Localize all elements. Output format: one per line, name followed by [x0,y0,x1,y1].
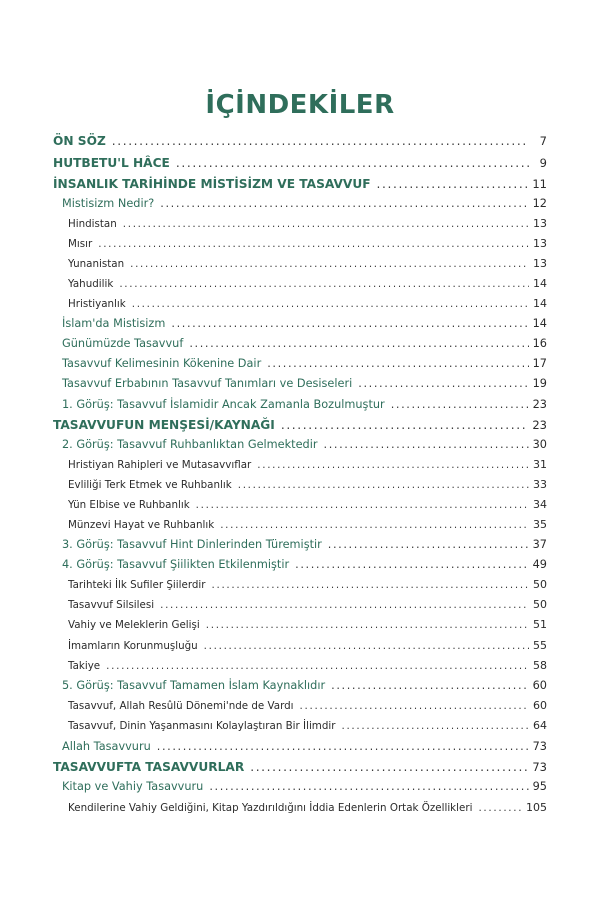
toc-entry-label: Mısır [68,238,93,250]
toc-entry-page-number: 14 [532,317,547,330]
dot-leader [176,156,529,170]
toc-entry-page-number: 30 [532,438,547,451]
toc-entry-page-number: 34 [533,498,547,511]
toc-entry-label: Kitap ve Vahiy Tasavvuru [62,780,204,793]
toc-entry[interactable] [53,177,547,191]
toc-entry[interactable] [68,458,547,471]
toc-entry-page-number: 17 [532,357,547,370]
toc-entry-label: Mistisizm Nedir? [62,197,155,210]
dot-leader [189,337,528,350]
dot-leader [281,418,529,432]
dot-leader [324,438,529,451]
toc-entry-page-number: 11 [532,177,547,191]
toc-entry-label: Tasavvuf Kelimesinin Kökenine Dair [62,357,262,370]
toc-entry-label: Yün Elbise ve Ruhbanlık [68,499,190,511]
toc-entry-page-number: 19 [532,377,547,390]
dot-leader [220,519,529,531]
toc-entry-label: Günümüzde Tasavvuf [62,337,184,350]
toc-entry-label: Tasavvuf Erbabının Tasavvuf Tanımları ve Desiseleri [62,377,353,390]
toc-entry-page-number: 14 [533,277,547,290]
dot-leader [160,599,529,611]
toc-title: İÇİNDEKİLER [205,90,395,120]
toc-entry[interactable] [62,337,547,350]
toc-entry[interactable] [68,699,547,712]
dot-leader [257,459,529,471]
toc-entry-page-number: 60 [533,699,547,712]
dot-leader [209,780,528,793]
toc-entry[interactable] [62,558,547,571]
toc-entry[interactable] [68,297,547,310]
dot-leader [377,177,529,191]
toc-entry[interactable] [53,134,547,148]
dot-leader [171,317,528,330]
toc-entry-page-number: 105 [526,801,547,814]
toc-entry[interactable] [68,659,547,672]
toc-entry[interactable] [68,277,547,290]
toc-entry-page-number: 33 [533,478,547,491]
dot-leader [328,538,529,551]
toc-entry-page-number: 13 [533,257,547,270]
toc-entry-label: ÖN SÖZ [53,134,106,148]
toc-entry-label: TASAVVUFUN MENŞESİ/KAYNAĞI [53,418,275,432]
toc-entry-page-number: 58 [533,659,547,672]
toc-entry-label: Evliliği Terk Etmek ve Ruhbanlık [68,479,232,491]
toc-entry[interactable] [62,398,547,411]
toc-entry[interactable] [68,498,547,511]
toc-entry[interactable] [62,197,547,210]
toc-entry-label: TASAVVUFTA TASAVVURLAR [53,760,245,774]
toc-entry-page-number: 64 [533,719,547,732]
dot-leader [160,197,528,210]
dot-leader [341,720,529,732]
toc-entry-label: 5. Görüş: Tasavvuf Tamamen İslam Kaynaklıdır [62,679,326,692]
dot-leader [295,558,529,571]
dot-leader [391,398,529,411]
toc-entry-label: 3. Görüş: Tasavvuf Hint Dinlerinden Türemiştir [62,538,322,551]
dot-leader [98,238,529,250]
dot-leader [132,298,529,310]
dot-leader [206,619,529,631]
dot-leader [300,700,529,712]
toc-entry[interactable] [62,538,547,551]
dot-leader [331,679,529,692]
toc-entry-label: Tasavvuf, Dinin Yaşanmasını Kolaylaştıran Bir İlimdir [68,720,336,732]
toc-entry-page-number: 37 [532,538,547,551]
dot-leader [157,740,529,753]
toc-entry-page-number: 9 [539,156,547,170]
toc-entry-page-number: 23 [532,398,547,411]
dot-leader [267,357,528,370]
toc-entry[interactable] [68,801,547,814]
toc-entry[interactable] [62,438,547,451]
toc-entry-label: Takiye [68,660,101,672]
toc-entry-page-number: 14 [533,297,547,310]
toc-entry[interactable] [68,257,547,270]
toc-entry[interactable] [68,639,547,652]
toc-entry[interactable] [62,780,547,793]
toc-entry[interactable] [68,598,547,611]
toc-entry[interactable] [68,618,547,631]
dot-leader [478,802,522,814]
toc-entry-label: 2. Görüş: Tasavvuf Ruhbanlıktan Gelmektedir [62,438,318,451]
toc-entry-label: Kendilerine Vahiy Geldiğini, Kitap Yazdırıldığını İddia Edenlerin Ortak Özellikleri [68,802,473,814]
toc-entry-page-number: 13 [533,237,547,250]
toc-entry-page-number: 95 [532,780,547,793]
toc-entry-page-number: 73 [532,760,547,774]
toc-entry[interactable] [68,217,547,230]
toc-entry[interactable] [53,760,547,774]
toc-entry[interactable] [68,578,547,591]
dot-leader [130,258,529,270]
toc-entry[interactable] [53,156,547,170]
toc-entry-label: İslam'da Mistisizm [62,317,166,330]
toc-entry-page-number: 35 [533,518,547,531]
toc-entry-page-number: 49 [532,558,547,571]
toc-entry[interactable] [53,418,547,432]
toc-entry-page-number: 7 [539,134,547,148]
toc-entry[interactable] [62,317,547,330]
toc-entry-label: İNSANLIK TARİHİNDE MİSTİSİZM VE TASAVVUF [53,177,371,191]
toc-entry[interactable] [68,518,547,531]
toc-entry-page-number: 51 [533,618,547,631]
toc-entry-label: Münzevi Hayat ve Ruhbanlık [68,519,215,531]
toc-entry-page-number: 60 [532,679,547,692]
dot-leader [204,640,529,652]
toc-entry-page-number: 16 [532,337,547,350]
toc-entry[interactable] [62,740,547,753]
toc-entry-label: Tasavvuf, Allah Resûlü Dönemi'nde de Vardı [68,700,294,712]
toc-entry[interactable] [68,237,547,250]
toc-entry-label: HUTBETU'L HÂCE [53,156,170,170]
toc-entry-page-number: 55 [533,639,547,652]
toc-entry-label: Vahiy ve Meleklerin Gelişi [68,619,200,631]
toc-entry-label: Yunanistan [68,258,125,270]
toc-entry-page-number: 13 [533,217,547,230]
dot-leader [250,760,528,774]
dot-leader [358,377,528,390]
toc-entry[interactable] [62,357,547,370]
toc-entry-label: İmamların Korunmuşluğu [68,640,198,652]
toc-entry-page-number: 73 [532,740,547,753]
toc-entry-label: Hindistan [68,218,117,230]
toc-entry-page-number: 50 [533,598,547,611]
toc-entry[interactable] [68,719,547,732]
toc-entry[interactable] [62,377,547,390]
toc-entry-page-number: 12 [532,197,547,210]
toc-entry-label: Allah Tasavvuru [62,740,151,753]
toc-entry-label: 1. Görüş: Tasavvuf İslamidir Ancak Zamanla Bozulmuştur [62,398,385,411]
toc-entry[interactable] [62,679,547,692]
toc-entry[interactable] [68,478,547,491]
toc-entry-label: Hristiyanlık [68,298,126,310]
dot-leader [238,479,529,491]
toc-entry-label: Hristiyan Rahipleri ve Mutasavvıflar [68,459,252,471]
dot-leader [123,218,529,230]
toc-entry-label: 4. Görüş: Tasavvuf Şiilikten Etkilenmiştir [62,558,290,571]
dot-leader [196,499,529,511]
toc-entry-label: Tasavvuf Silsilesi [68,599,155,611]
dot-leader [119,278,529,290]
toc-entry-page-number: 23 [532,418,547,432]
toc-entry-label: Tarihteki İlk Sufiler Şiilerdir [68,579,206,591]
dot-leader [212,579,529,591]
dot-leader [106,660,529,672]
dot-leader [112,134,529,148]
toc-entry-page-number: 31 [533,458,547,471]
toc-entry-page-number: 50 [533,578,547,591]
toc-entry-label: Yahudilik [68,278,114,290]
